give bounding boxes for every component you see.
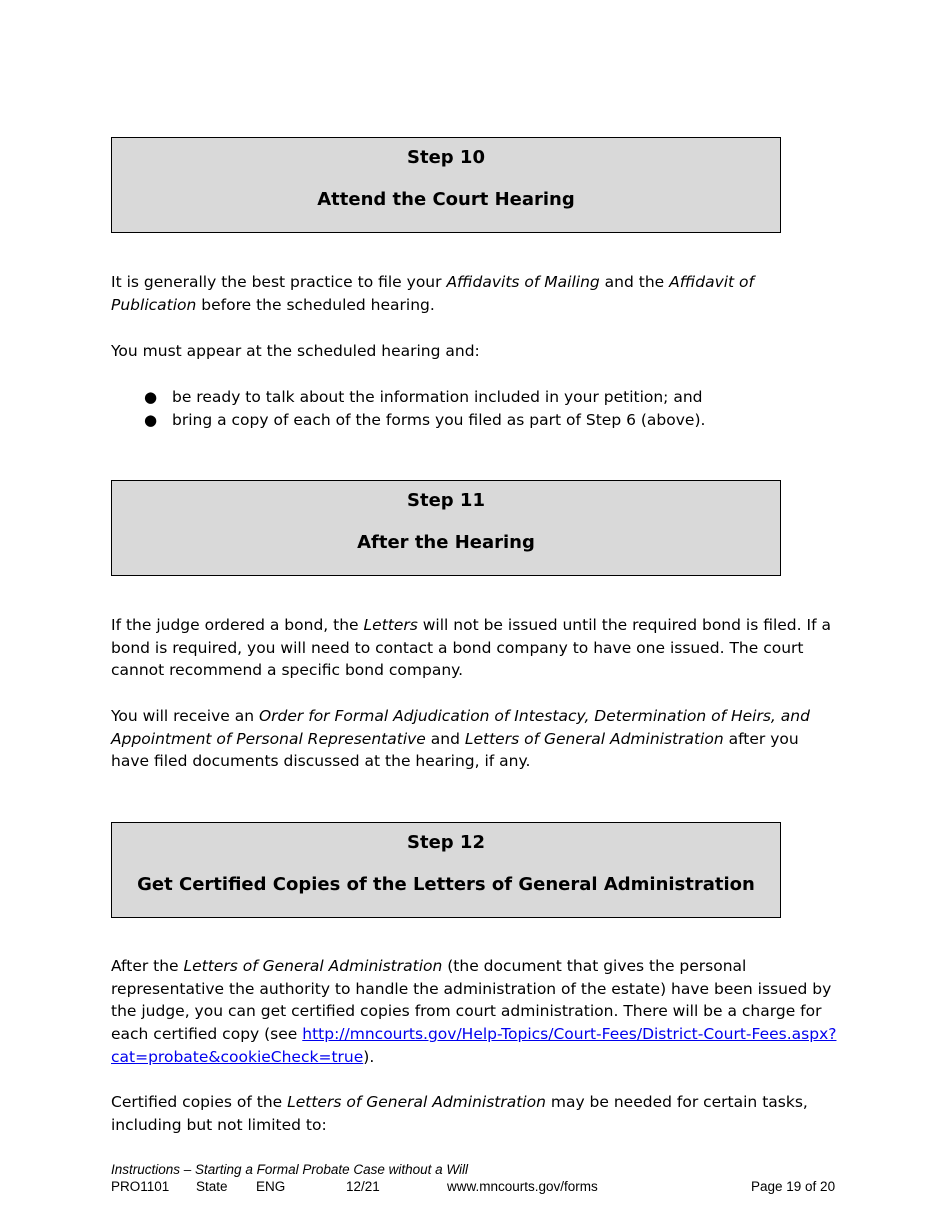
- step-number: Step 11: [407, 490, 485, 511]
- step-title: Get Certified Copies of the Letters of General Administration: [137, 874, 755, 895]
- footer-jurisdiction: State: [196, 1179, 228, 1194]
- step-10-paragraph-1: It is generally the best practice to file your Affidavits of Mailing and the Affidavit of Publication before the scheduled hearing.: [111, 273, 754, 314]
- bullet-icon: ●: [144, 411, 158, 429]
- list-item: ● be ready to talk about the information included in your petition; and: [111, 386, 831, 409]
- footer-language: ENG: [256, 1179, 286, 1194]
- step-10-bullet-list: [111, 386, 831, 432]
- step-10-header: [111, 137, 781, 233]
- step-10-paragraph-2: You must appear at the scheduled hearing and:: [111, 342, 480, 360]
- step-title: Attend the Court Hearing: [317, 189, 575, 210]
- step-12-paragraph-1: After the Letters of General Administration (the document that gives the personal representative the authority to handle the administration of the estate) have been issued by the judge, you can get certified copies from court administration. There will be a charge for each certified copy (see http://mncourts.gov/Help-Topics/Court-Fees/District-Court-Fees.aspx?cat=probate&cookieCheck=true).: [111, 957, 837, 1066]
- step-12-paragraph-2: Certified copies of the Letters of General Administration may be needed for certain tasks, including but not limited to:: [111, 1093, 808, 1134]
- footer-page-number: Page 19 of 20: [751, 1179, 836, 1194]
- footer-doc-title: Instructions – Starting a Formal Probate Case without a Will: [111, 1162, 469, 1177]
- footer-website: www.mncourts.gov/forms: [447, 1179, 598, 1194]
- step-number: Step 10: [407, 147, 485, 168]
- footer-row: [111, 1179, 841, 1197]
- list-item: ● bring a copy of each of the forms you filed as part of Step 6 (above).: [111, 409, 831, 432]
- step-11-paragraph-2: You will receive an Order for Formal Adjudication of Intestacy, Determination of Heirs, and Appointment of Personal Representative and Letters of General Administration after you have filed documents discussed at the hearing, if any.: [111, 707, 810, 771]
- footer-form-id: PRO1101: [111, 1179, 170, 1194]
- step-title: After the Hearing: [357, 532, 535, 553]
- court-fees-link[interactable]: http://mncourts.gov/Help-Topics/Court-Fees/District-Court-Fees.aspx?cat=probate&cookieCheck=true: [111, 1025, 837, 1066]
- footer-date: 12/21: [346, 1179, 380, 1194]
- step-number: Step 12: [407, 832, 485, 853]
- step-12-header: [111, 822, 781, 918]
- bullet-icon: ●: [144, 388, 158, 406]
- step-11-header: [111, 480, 781, 576]
- step-11-paragraph-1: If the judge ordered a bond, the Letters will not be issued until the required bond is filed. If a bond is required, you will need to contact a bond company to have one issued. The court cannot recommend a specific bond company.: [111, 616, 831, 680]
